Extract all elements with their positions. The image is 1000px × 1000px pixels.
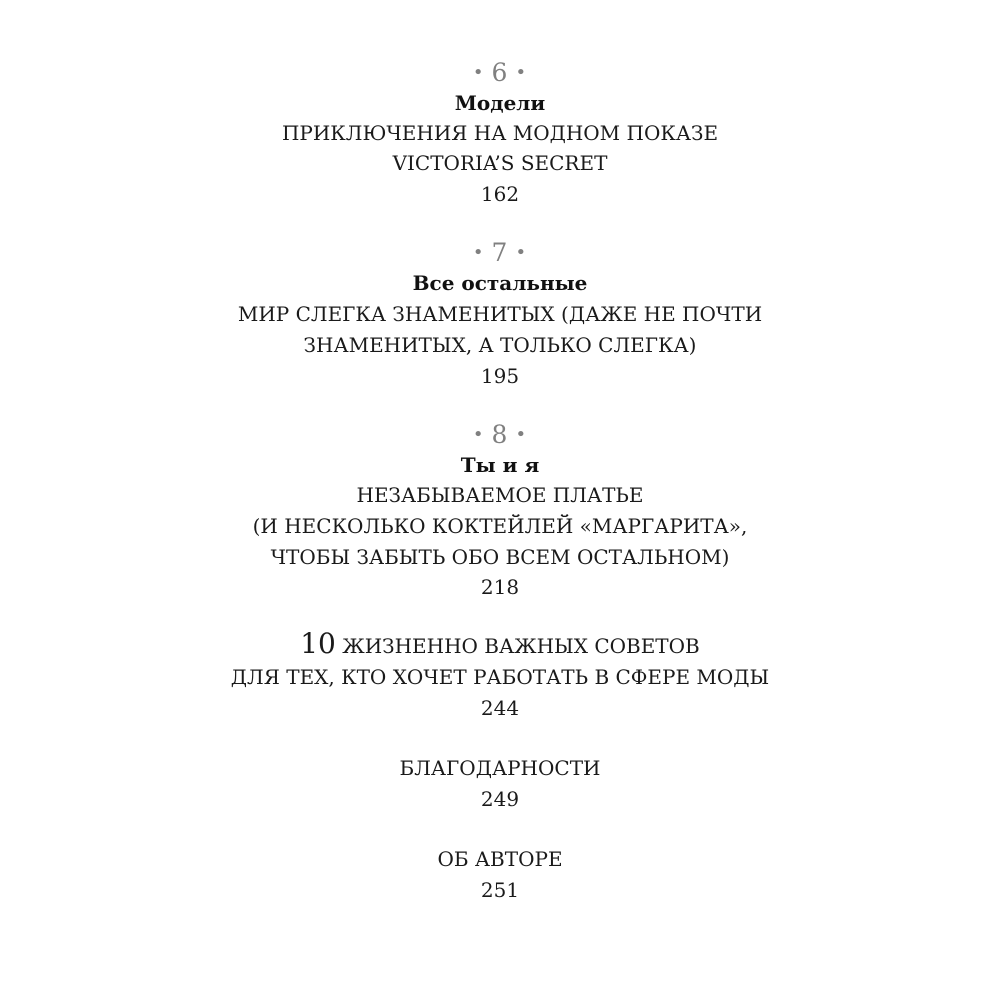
chapter-7-subtitle-line-2: ЗНАМЕНИТЫХ, А ТОЛЬКО СЛЕГКА) bbox=[303, 333, 697, 357]
bullet-ornament: • bbox=[472, 424, 485, 445]
chapter-number: 8 bbox=[491, 420, 509, 449]
chapter-8-page-number: 218 bbox=[480, 575, 520, 599]
chapter-7-number bbox=[0, 238, 1000, 267]
acknowledgements-title: БЛАГОДАРНОСТИ bbox=[399, 756, 601, 780]
advice-title-line-1 bbox=[0, 627, 1000, 660]
chapter-8-subtitle-line-3: ЧТОБЫ ЗАБЫТЬ ОБО ВСЕМ ОСТАЛЬНОМ) bbox=[270, 545, 730, 569]
bullet-ornament: • bbox=[472, 62, 485, 83]
chapter-number: 7 bbox=[491, 238, 509, 267]
chapter-6-page-number: 162 bbox=[480, 182, 520, 206]
bullet-ornament: • bbox=[515, 62, 528, 83]
chapter-8-title: Ты и я bbox=[460, 453, 540, 477]
chapter-8-number bbox=[0, 420, 1000, 449]
chapter-6-subtitle-line-2: VICTORIA’S SECRET bbox=[392, 151, 608, 175]
advice-title-line-2: ДЛЯ ТЕХ, КТО ХОЧЕТ РАБОТАТЬ В СФЕРЕ МОДЫ bbox=[230, 665, 770, 689]
acknowledgements-page-number: 249 bbox=[480, 787, 520, 811]
advice-page-number: 244 bbox=[480, 696, 520, 720]
chapter-7-title: Все остальные bbox=[412, 271, 588, 295]
advice-title-text: ЖИЗНЕННО ВАЖНЫХ СОВЕТОВ bbox=[342, 634, 700, 658]
advice-number: 10 bbox=[300, 627, 336, 660]
chapter-number: 6 bbox=[491, 58, 509, 87]
chapter-6-subtitle-line-1: ПРИКЛЮЧЕНИЯ НА МОДНОМ ПОКАЗЕ bbox=[281, 121, 719, 145]
bullet-ornament: • bbox=[472, 242, 485, 263]
bullet-ornament: • bbox=[515, 242, 528, 263]
chapter-8-subtitle-line-2: (И НЕСКОЛЬКО КОКТЕЙЛЕЙ «МАРГАРИТА», bbox=[252, 514, 748, 538]
bullet-ornament: • bbox=[515, 424, 528, 445]
chapter-6-number bbox=[0, 58, 1000, 87]
chapter-7-page-number: 195 bbox=[480, 364, 520, 388]
about-author-title: ОБ АВТОРЕ bbox=[437, 847, 563, 871]
chapter-7-subtitle-line-1: МИР СЛЕГКА ЗНАМЕНИТЫХ (ДАЖЕ НЕ ПОЧТИ bbox=[237, 302, 763, 326]
chapter-6-title: Модели bbox=[454, 91, 546, 115]
chapter-8-subtitle-line-1: НЕЗАБЫВАЕМОЕ ПЛАТЬЕ bbox=[356, 483, 644, 507]
about-author-page-number: 251 bbox=[480, 878, 520, 902]
